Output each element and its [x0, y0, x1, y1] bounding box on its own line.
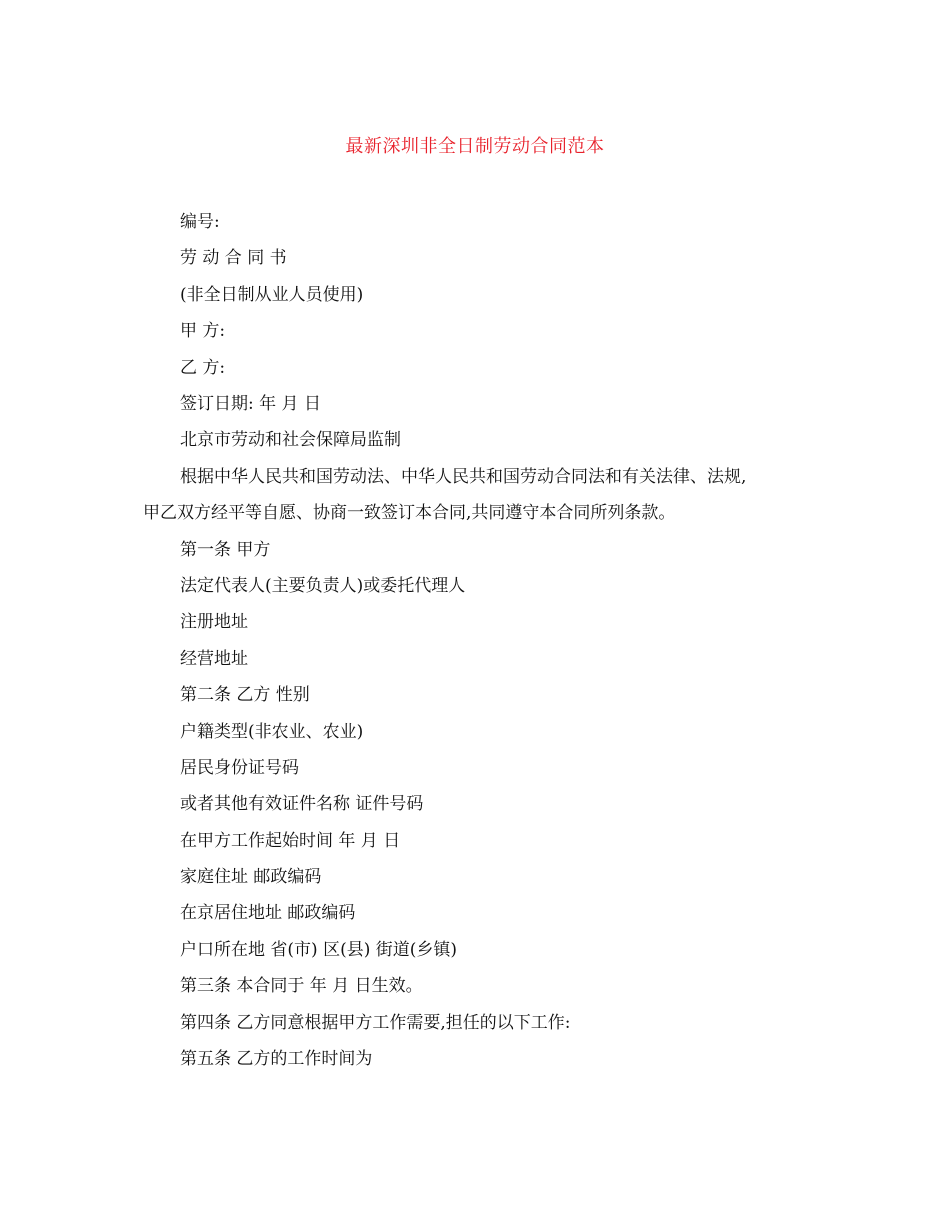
serial-number-line: 编号: [180, 212, 220, 232]
business-address-line: 经营地址 [180, 648, 248, 669]
party-b-line: 乙 方: [180, 357, 226, 378]
preamble-second-line: 甲乙双方经平等自愿、协商一致签订本合同,共同遵守本合同所列条款。 [143, 503, 676, 524]
party-a-line: 甲 方: [180, 321, 226, 342]
beijing-address-line: 在京居住地址 邮政编码 [180, 903, 356, 924]
registered-address-line: 注册地址 [180, 612, 248, 633]
legal-representative-line: 法定代表人(主要负责人)或委托代理人 [180, 575, 466, 596]
supervisor-line: 北京市劳动和社会保障局监制 [180, 430, 401, 451]
document-title: 最新深圳非全日制劳动合同范本 [345, 136, 605, 157]
preamble-paragraph [143, 459, 823, 532]
article-4-line: 第四条 乙方同意根据甲方工作需要,担任的以下工作: [180, 1012, 571, 1033]
id-number-line: 居民身份证号码 [180, 757, 299, 778]
preamble-first-line: 根据中华人民共和国劳动法、中华人民共和国劳动合同法和有关法律、法规, [180, 466, 747, 487]
article-1-heading: 第一条 甲方 [180, 539, 271, 560]
home-address-line: 家庭住址 邮政编码 [180, 867, 322, 888]
other-id-line: 或者其他有效证件名称 证件号码 [180, 794, 424, 815]
article-2-heading: 第二条 乙方 性别 [180, 685, 310, 706]
document-body [143, 204, 823, 1077]
article-3-line: 第三条 本合同于 年 月 日生效。 [180, 976, 423, 997]
usage-note-line: (非全日制从业人员使用) [180, 284, 364, 305]
start-time-line: 在甲方工作起始时间 年 月 日 [180, 830, 401, 851]
sign-date-line: 签订日期: 年 月 日 [180, 393, 321, 414]
hukou-location-line: 户口所在地 省(市) 区(县) 街道(乡镇) [180, 939, 458, 960]
household-type-line: 户籍类型(非农业、农业) [180, 721, 364, 742]
article-5-line: 第五条 乙方的工作时间为 [180, 1049, 373, 1070]
contract-name-line: 劳 动 合 同 书 [180, 248, 287, 269]
